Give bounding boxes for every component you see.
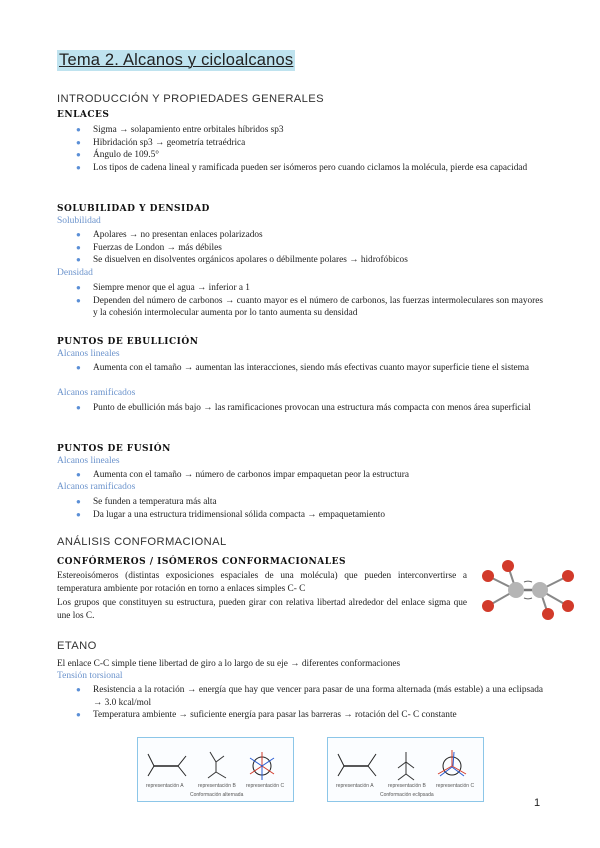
list-item: ● Hibridación sp3 → geometría tetraédrica bbox=[76, 137, 246, 148]
figure-label: representación B bbox=[198, 783, 236, 789]
bullet-icon: ● bbox=[76, 710, 81, 719]
section-conformacional: ANÁLISIS CONFORMACIONAL bbox=[57, 536, 227, 548]
list-item: ● Resistencia a la rotación → energía que hay que vencer para pasar de una forma alternada (más estable) a una eclipsada → 3.0 kcal/mol bbox=[76, 685, 543, 708]
bullet-icon: ● bbox=[76, 230, 81, 239]
list-item: ● Punto de ebullición más bajo → las ramificaciones provocan una estructura más compacta con menos área superficial bbox=[76, 403, 531, 413]
sub-ebullicion-ramificados: Alcanos ramificados bbox=[57, 388, 136, 398]
heading-solubilidad: SOLUBILIDAD Y DENSIDAD bbox=[57, 204, 210, 214]
sub-fusion-ramificados: Alcanos ramificados bbox=[57, 482, 136, 492]
bullet-icon: ● bbox=[76, 497, 81, 506]
list-enlaces bbox=[57, 124, 543, 174]
heading-enlaces: ENLACES bbox=[57, 110, 110, 120]
sub-fusion-lineales: Alcanos lineales bbox=[57, 456, 120, 466]
figure-label: representación C bbox=[436, 783, 475, 789]
list-item: ● Da lugar a una estructura tridimensional sólida compacta → empaquetamiento bbox=[76, 509, 385, 520]
list-solubilidad bbox=[57, 229, 543, 267]
list-item: ● Los tipos de cadena lineal y ramificada pueden ser isómeros pero cuando ciclamos la molécula, pierde esa capacidad bbox=[76, 162, 528, 173]
bullet-icon: ● bbox=[76, 283, 81, 292]
list-item: ● Ángulo de 109.5° bbox=[76, 150, 159, 160]
page-title: Tema 2. Alcanos y cicloalcanos bbox=[59, 51, 294, 69]
bullet-icon: ● bbox=[76, 242, 81, 252]
list-ebullicion-lineales bbox=[57, 362, 543, 375]
bullet-icon: ● bbox=[76, 295, 81, 305]
para-conformeros-2: Los grupos que constituyen su estructura, pueden girar con relativa libertad alrededor del enlace sigma que une los C. bbox=[57, 598, 467, 621]
sub-densidad: Densidad bbox=[57, 268, 93, 278]
figure-caption: Conformación alternada bbox=[190, 792, 244, 798]
sub-tension-torsional: Tensión torsional bbox=[57, 671, 123, 681]
sub-ebullicion-lineales: Alcanos lineales bbox=[57, 349, 120, 359]
para-etano: El enlace C-C simple tiene libertad de giro a lo largo de su eje → diferentes conformaciones bbox=[57, 659, 401, 669]
list-fusion-lineales bbox=[57, 469, 543, 482]
list-item: ● Aumenta con el tamaño → aumentan las interacciones, siendo más efectivas cuanto mayor superficie tiene el sistema bbox=[76, 363, 530, 373]
eclipsada-diagram bbox=[334, 744, 479, 784]
bullet-icon: ● bbox=[76, 150, 81, 159]
list-item: ● Temperatura ambiente → suficiente energía para pasar las barreras → rotación del C- C constante bbox=[76, 710, 457, 720]
sub-solubilidad: Solubilidad bbox=[57, 216, 101, 226]
list-fusion-ramificados bbox=[57, 496, 543, 521]
list-item: ● Apolares → no presentan enlaces polarizados bbox=[76, 230, 263, 240]
bullet-icon: ● bbox=[76, 403, 81, 412]
figure-alternada bbox=[137, 737, 294, 802]
figure-label: representación A bbox=[146, 783, 184, 789]
list-item: ● Dependen del número de carbonos → cuanto mayor es el número de carbonos, las fuerzas intermoleculares son mayores y la cohesión intermolecular aumenta por lo tanto aumenta su densidad bbox=[76, 295, 543, 318]
list-ebullicion-ramificados bbox=[57, 402, 543, 415]
list-densidad bbox=[57, 282, 543, 320]
heading-conformeros: CONFÓRMEROS / ISÓMEROS CONFORMACIONALES bbox=[57, 557, 346, 567]
bullet-icon: ● bbox=[76, 137, 81, 147]
figure-eclipsada bbox=[327, 737, 484, 802]
section-intro: INTRODUCCIÓN Y PROPIEDADES GENERALES bbox=[57, 93, 325, 105]
section-etano: ETANO bbox=[57, 640, 97, 652]
bullet-icon: ● bbox=[76, 470, 81, 479]
bullet-icon: ● bbox=[76, 509, 81, 519]
bullet-icon: ● bbox=[76, 685, 81, 694]
figure-label: representación C bbox=[246, 783, 285, 789]
list-tension bbox=[57, 684, 543, 722]
alternada-diagram bbox=[144, 744, 289, 784]
bullet-icon: ● bbox=[76, 363, 81, 372]
bullet-icon: ● bbox=[76, 255, 81, 264]
list-item: ● Sigma → solapamiento entre orbitales híbridos sp3 bbox=[76, 125, 284, 135]
page-number: 1 bbox=[534, 797, 541, 809]
heading-ebullicion: PUNTOS DE EBULLICIÓN bbox=[57, 337, 199, 347]
figure-caption: Conformación eclipsada bbox=[380, 792, 434, 798]
list-item: ● Se disuelven en disolventes orgánicos apolares o débilmente polares → hidrofóbicos bbox=[76, 255, 408, 265]
para-conformeros-1: Estereoisómeros (distintas exposiciones espaciales de una molécula) que pueden interconvertirse a temperatura ambiente por rotación en torno a enlaces simples C- C bbox=[57, 571, 467, 594]
bullet-icon: ● bbox=[76, 125, 81, 134]
bullet-icon: ● bbox=[76, 162, 81, 172]
figure-label: representación A bbox=[336, 783, 374, 789]
list-item: ● Siempre menor que el agua → inferior a 1 bbox=[76, 283, 250, 293]
ethane-molecule-image bbox=[474, 558, 578, 622]
list-item: ● Se funden a temperatura más alta bbox=[76, 497, 217, 507]
heading-fusion: PUNTOS DE FUSIÓN bbox=[57, 444, 171, 454]
list-item: ● Fuerzas de London → más débiles bbox=[76, 242, 222, 253]
figure-label: representación B bbox=[388, 783, 426, 789]
list-item: ● Aumenta con el tamaño → número de carbonos impar empaquetan peor la estructura bbox=[76, 470, 409, 480]
